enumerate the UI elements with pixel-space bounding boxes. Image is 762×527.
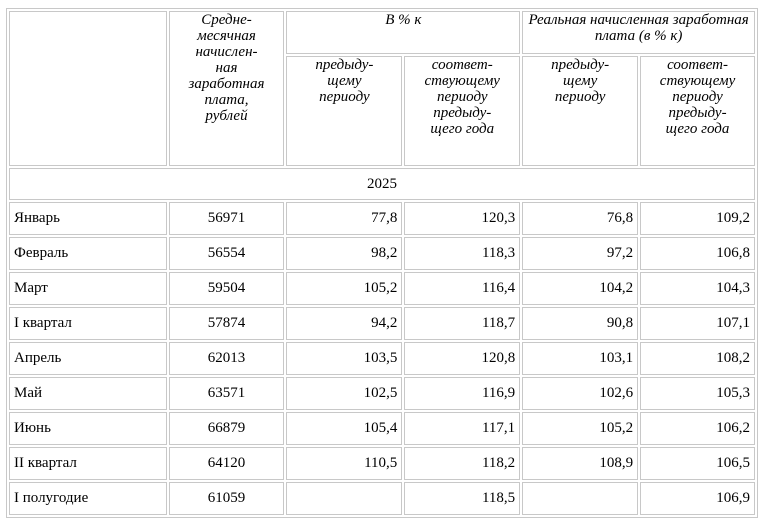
cell-real-prev-period: 102,6 [522, 377, 638, 410]
header-real-same-period [640, 56, 755, 166]
row-label: Февраль [9, 237, 167, 270]
cell-real-same-period: 108,2 [640, 342, 755, 375]
cell-real-prev-period [522, 482, 638, 515]
cell-pct-prev-period [286, 482, 402, 515]
cell-pct-prev-period: 105,2 [286, 272, 402, 305]
wage-table [6, 8, 758, 518]
cell-real-prev-period: 104,2 [522, 272, 638, 305]
row-label: Март [9, 272, 167, 305]
header-real-prev-period [522, 56, 638, 166]
row-label: Январь [9, 202, 167, 235]
table-row [9, 447, 755, 480]
cell-pct-prev-period: 105,4 [286, 412, 402, 445]
cell-pct-prev-period: 103,5 [286, 342, 402, 375]
header-pct-same-period-text: соответ- ствующему периоду предыду- щего года [424, 57, 500, 138]
cell-real-same-period: 106,5 [640, 447, 755, 480]
cell-pct-same-period: 116,4 [404, 272, 520, 305]
cell-pct-same-period: 120,3 [404, 202, 520, 235]
row-label: I квартал [9, 307, 167, 340]
cell-pct-prev-period: 77,8 [286, 202, 402, 235]
cell-avg-wage: 61059 [169, 482, 285, 515]
row-label: II квартал [9, 447, 167, 480]
table-row [9, 412, 755, 445]
cell-avg-wage: 62013 [169, 342, 285, 375]
header-percent-group-text: В % к [385, 12, 422, 28]
header-pct-same-period [404, 56, 520, 166]
header-real-same-period-text: соответ- ствующему периоду предыду- щего года [659, 57, 736, 138]
header-empty-cell [9, 11, 167, 166]
cell-real-same-period: 105,3 [640, 377, 755, 410]
table-row [9, 377, 755, 410]
cell-real-same-period: 104,3 [640, 272, 755, 305]
cell-pct-prev-period: 110,5 [286, 447, 402, 480]
table-row [9, 237, 755, 270]
header-real-wage-group-text: Реальная начисленная заработная плата (в % к) [528, 12, 749, 44]
year-row [9, 168, 755, 200]
header-pct-prev-period-text: предыду- щему периоду [315, 57, 374, 106]
header-avg-wage-text: Средне- месячная начислен- ная заработная плата, рублей [188, 12, 265, 124]
cell-pct-same-period: 118,3 [404, 237, 520, 270]
cell-real-same-period: 106,8 [640, 237, 755, 270]
cell-pct-same-period: 118,5 [404, 482, 520, 515]
header-real-wage-group [522, 11, 755, 54]
row-label: I полугодие [9, 482, 167, 515]
year-label: 2025 [9, 168, 755, 200]
cell-pct-prev-period: 94,2 [286, 307, 402, 340]
header-real-prev-period-text: предыду- щему периоду [551, 57, 610, 106]
table-row [9, 272, 755, 305]
cell-real-same-period: 106,9 [640, 482, 755, 515]
cell-real-same-period: 106,2 [640, 412, 755, 445]
cell-avg-wage: 64120 [169, 447, 285, 480]
cell-real-prev-period: 97,2 [522, 237, 638, 270]
cell-real-prev-period: 103,1 [522, 342, 638, 375]
cell-avg-wage: 56554 [169, 237, 285, 270]
row-label: Май [9, 377, 167, 410]
cell-avg-wage: 63571 [169, 377, 285, 410]
cell-real-prev-period: 108,9 [522, 447, 638, 480]
cell-real-prev-period: 90,8 [522, 307, 638, 340]
cell-avg-wage: 56971 [169, 202, 285, 235]
table-row [9, 202, 755, 235]
cell-real-prev-period: 105,2 [522, 412, 638, 445]
cell-pct-same-period: 118,7 [404, 307, 520, 340]
table-row [9, 307, 755, 340]
header-avg-wage [169, 11, 285, 166]
cell-pct-same-period: 117,1 [404, 412, 520, 445]
table-body [9, 168, 755, 515]
cell-real-same-period: 109,2 [640, 202, 755, 235]
row-label: Апрель [9, 342, 167, 375]
cell-pct-same-period: 116,9 [404, 377, 520, 410]
cell-real-prev-period: 76,8 [522, 202, 638, 235]
header-percent-group [286, 11, 520, 54]
row-label: Июнь [9, 412, 167, 445]
cell-pct-prev-period: 98,2 [286, 237, 402, 270]
cell-pct-prev-period: 102,5 [286, 377, 402, 410]
table-row [9, 342, 755, 375]
cell-pct-same-period: 120,8 [404, 342, 520, 375]
cell-real-same-period: 107,1 [640, 307, 755, 340]
cell-pct-same-period: 118,2 [404, 447, 520, 480]
cell-avg-wage: 59504 [169, 272, 285, 305]
cell-avg-wage: 66879 [169, 412, 285, 445]
table-row [9, 482, 755, 515]
header-pct-prev-period [286, 56, 402, 166]
cell-avg-wage: 57874 [169, 307, 285, 340]
